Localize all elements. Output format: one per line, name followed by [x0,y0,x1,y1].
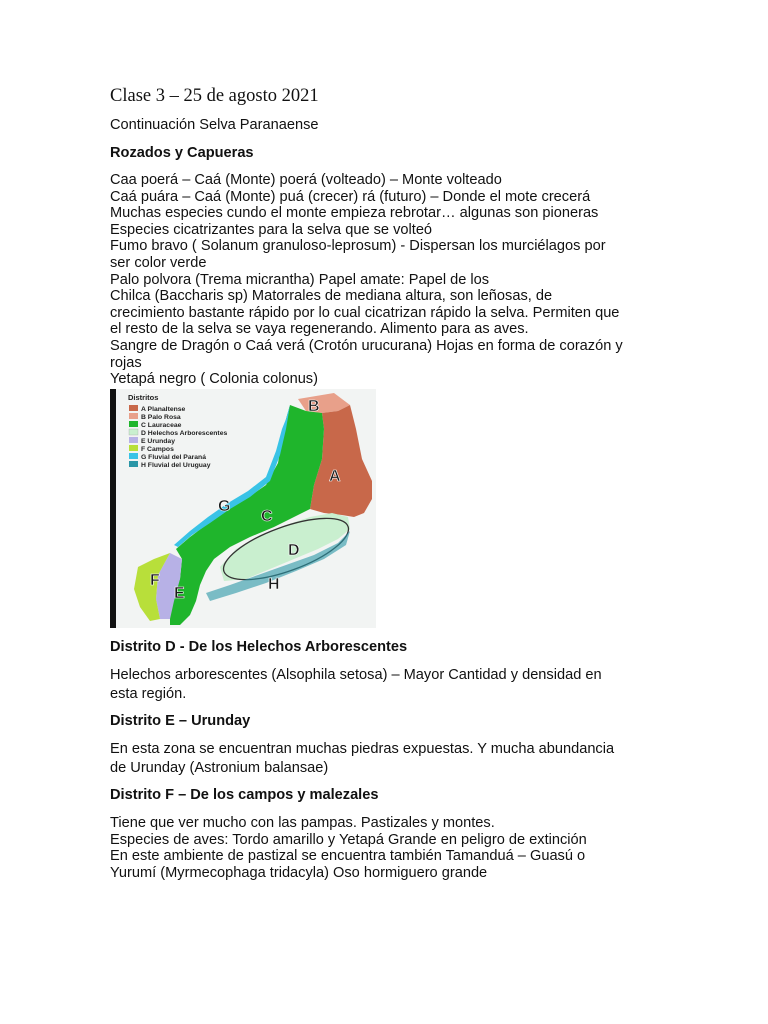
text-line: Fumo bravo ( Solanum granuloso-leprosum) - Dispersan los murciélagos por [110,238,606,255]
map-label-b: B [308,398,320,415]
districts-map-svg [110,389,376,628]
text-line: Palo polvora (Trema micrantha) Papel amate: Papel de los [110,271,490,288]
legend-swatch-f [129,445,138,451]
text-line: de Urunday (Astronium balansae) [110,759,329,776]
districts-map [110,389,376,628]
section-body-rozados [110,172,650,388]
legend-swatch-h [129,461,138,467]
text-line: Helechos arborescentes (Alsophila setosa) – Mayor Cantidad y densidad en [110,667,602,683]
section-body-distrito-d [110,667,650,702]
map-legend-title: Distritos [128,393,159,402]
legend-swatch-a [129,405,138,411]
legend-swatch-b [129,413,138,419]
text-line: ser color verde [110,254,207,271]
legend-label-f: F Campos [141,446,174,453]
map-label-c: C [261,508,273,525]
text-line: esta región. [110,685,187,702]
section-body-distrito-e [110,741,650,776]
page-title: Clase 3 – 25 de agosto 2021 [110,86,319,106]
map-label-d: D [288,542,300,559]
section-heading-distrito-e: Distrito E – Urunday [110,713,251,729]
text-line: Yetapá negro ( Colonia colonus) [110,371,318,388]
text-line: Especies cicatrizantes para la selva que se volteó [110,221,433,238]
section-heading-distrito-f: Distrito F – De los campos y malezales [110,787,379,803]
section-heading-rozados: Rozados y Capueras [110,145,254,161]
legend-label-e: E Urunday [141,438,175,445]
legend-label-d: D Helechos Arborescentes [141,430,228,437]
text-line: crecimiento bastante rápido por lo cual cicatrizan rápido la selva. Permiten que [110,304,620,321]
legend-label-h: H Fluvial del Uruguay [141,462,211,469]
section-body-distrito-f [110,815,650,881]
legend-label-b: B Palo Rosa [141,414,181,421]
text-line: rojas [110,354,142,371]
text-line: Muchas especies cundo el monte empieza rebrotar… algunas son pioneras [110,205,599,222]
legend-swatch-c [129,421,138,427]
map-label-f: F [150,572,160,589]
text-line: En esta zona se encuentran muchas piedras expuestas. Y mucha abundancia [110,741,615,757]
map-label-e: E [174,585,185,602]
legend-label-c: C Lauraceae [141,422,182,429]
text-line: Especies de aves: Tordo amarillo y Yetapá Grande en peligro de extinción [110,831,587,848]
text-line: En este ambiente de pastizal se encuentra también Tamanduá – Guasú o [110,848,586,865]
text-line: Caa poerá – Caá (Monte) poerá (volteado) – Monte volteado [110,172,502,188]
text-line: Tiene que ver mucho con las pampas. Pastizales y montes. [110,815,495,831]
legend-swatch-d [129,429,138,435]
map-label-g: G [218,498,231,515]
legend-label-g: G Fluvial del Paraná [141,454,206,461]
text-line: Chilca (Baccharis sp) Matorrales de mediana altura, son leñosas, de [110,288,553,305]
text-line: Caá puára – Caá (Monte) puá (crecer) rá (futuro) – Donde el mote crecerá [110,188,591,205]
map-label-a: A [329,468,341,485]
text-line: Sangre de Dragón o Caá verá (Crotón urucurana) Hojas en forma de corazón y [110,337,623,354]
subtitle: Continuación Selva Paranaense [110,117,319,133]
section-heading-distrito-d: Distrito D - De los Helechos Arborescentes [110,639,408,655]
map-label-h: H [268,576,280,593]
legend-swatch-g [129,453,138,459]
text-line: el resto de la selva se vaya regenerando. Alimento para as aves. [110,321,529,338]
legend-swatch-e [129,437,138,443]
text-line: Yurumí (Myrmecophaga tridacyla) Oso hormiguero grande [110,864,488,881]
legend-label-a: A Planaltense [141,406,186,413]
